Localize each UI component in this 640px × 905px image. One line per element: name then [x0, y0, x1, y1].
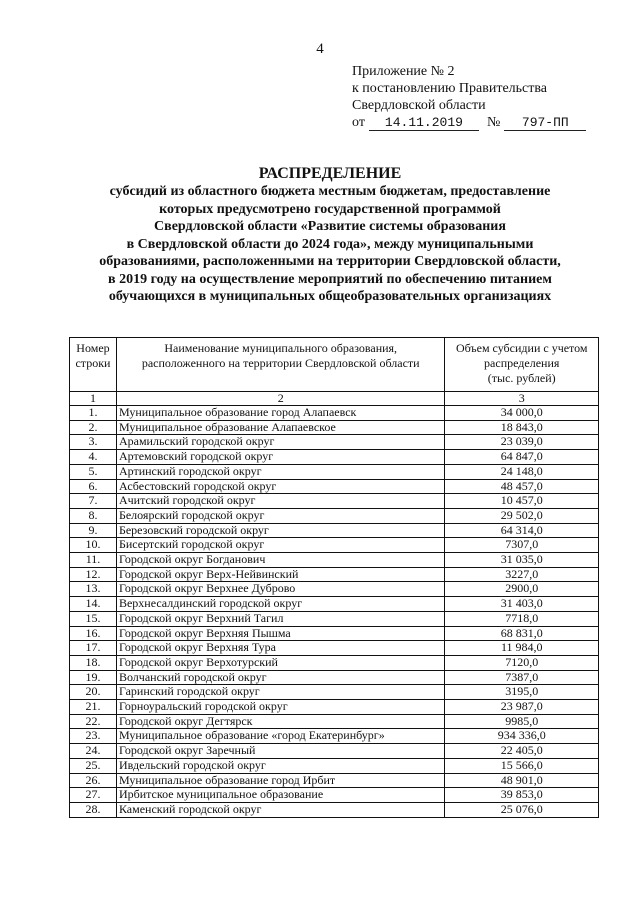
row-number: 27.	[70, 788, 117, 803]
municipality-name: Белоярский городской округ	[116, 508, 445, 523]
header-municipality-name: Наименование муниципального образования, расположенного на территории Свердловской области	[116, 338, 445, 392]
table-row	[70, 479, 599, 494]
municipality-name: Горноуральский городской округ	[116, 700, 445, 715]
row-number: 6.	[70, 479, 117, 494]
subsidy-amount: 10 457,0	[445, 494, 599, 509]
resolution-number: 797-ПП	[504, 115, 586, 131]
subsidy-amount: 34 000,0	[445, 406, 599, 421]
table-row	[70, 508, 599, 523]
column-number: 3	[445, 392, 599, 406]
header-subsidy-amount: Объем субсидии с учетом распределения (тыс. рублей)	[445, 338, 599, 392]
heading-line: Свердловской области «Развитие системы образования	[154, 219, 506, 234]
row-number: 17.	[70, 641, 117, 656]
subsidy-amount: 2900,0	[445, 582, 599, 597]
table-row	[70, 494, 599, 509]
number-prefix: №	[486, 115, 501, 130]
municipality-name: Артемовский городской округ	[116, 450, 445, 465]
table-row	[70, 450, 599, 465]
table-row	[70, 582, 599, 597]
table-row	[70, 523, 599, 538]
heading-line: обучающихся в муниципальных общеобразовательных организациях	[108, 289, 552, 304]
municipality-name: Артинский городской округ	[116, 464, 445, 479]
subsidy-amount: 24 148,0	[445, 464, 599, 479]
row-number: 20.	[70, 685, 117, 700]
column-number-row	[70, 392, 599, 406]
subsidy-amount: 23 987,0	[445, 700, 599, 715]
row-number: 25.	[70, 758, 117, 773]
table-row	[70, 655, 599, 670]
table-row	[70, 700, 599, 715]
heading-line: субсидий из областного бюджета местным бюджетам, предоставление	[109, 184, 551, 199]
subsidy-amount: 48 901,0	[445, 773, 599, 788]
table-row	[70, 464, 599, 479]
row-number: 16.	[70, 626, 117, 641]
subsidy-table	[69, 337, 599, 818]
table-row	[70, 685, 599, 700]
subsidy-amount: 31 035,0	[445, 553, 599, 568]
heading-line: образованиями, расположенными на территории Свердловской области,	[99, 254, 561, 269]
row-number: 26.	[70, 773, 117, 788]
municipality-name: Городской округ Верхнее Дуброво	[116, 582, 445, 597]
document-heading	[70, 164, 590, 306]
municipality-name: Городской округ Верхняя Тура	[116, 641, 445, 656]
annex-block	[352, 63, 586, 131]
table-row	[70, 553, 599, 568]
municipality-name: Муниципальное образование город Алапаевск	[116, 406, 445, 421]
row-number: 22.	[70, 714, 117, 729]
municipality-name: Бисертский городской округ	[116, 538, 445, 553]
municipality-name: Ивдельский городской округ	[116, 758, 445, 773]
table-row	[70, 626, 599, 641]
municipality-name: Верхнесалдинский городской округ	[116, 597, 445, 612]
subsidy-amount: 3195,0	[445, 685, 599, 700]
row-number: 5.	[70, 464, 117, 479]
table-row	[70, 567, 599, 582]
row-number: 23.	[70, 729, 117, 744]
table-header-row	[70, 338, 599, 392]
municipality-name: Городской округ Богданович	[116, 553, 445, 568]
subsidy-amount: 18 843,0	[445, 420, 599, 435]
row-number: 9.	[70, 523, 117, 538]
heading-line: в 2019 году на осуществление мероприятий по обеспечению питанием	[108, 271, 552, 287]
annex-title: Приложение № 2	[352, 64, 455, 79]
municipality-name: Асбестовский городской округ	[116, 479, 445, 494]
subsidy-amount: 11 984,0	[445, 641, 599, 656]
municipality-name: Каменский городской округ	[116, 802, 445, 817]
row-number: 21.	[70, 700, 117, 715]
table-row	[70, 597, 599, 612]
table-row	[70, 773, 599, 788]
table-row	[70, 420, 599, 435]
municipality-name: Городской округ Дегтярск	[116, 714, 445, 729]
heading-line: которых предусмотрено государственной программой	[159, 201, 501, 217]
row-number: 28.	[70, 802, 117, 817]
table-row	[70, 729, 599, 744]
row-number: 10.	[70, 538, 117, 553]
table-row	[70, 538, 599, 553]
table-row	[70, 758, 599, 773]
column-number: 1	[70, 392, 117, 406]
resolution-date: 14.11.2019	[369, 115, 479, 131]
annex-region-line: Свердловской области	[352, 98, 486, 113]
table-row	[70, 406, 599, 421]
header-row-number: Номер строки	[70, 338, 117, 392]
table-row	[70, 788, 599, 803]
table-row	[70, 435, 599, 450]
subsidy-amount: 934 336,0	[445, 729, 599, 744]
municipality-name: Муниципальное образование город Ирбит	[116, 773, 445, 788]
municipality-name: Березовский городской округ	[116, 523, 445, 538]
subsidy-amount: 15 566,0	[445, 758, 599, 773]
row-number: 2.	[70, 420, 117, 435]
municipality-name: Городской округ Заречный	[116, 744, 445, 759]
annex-date-row	[352, 114, 586, 131]
municipality-name: Городской округ Верхотурский	[116, 655, 445, 670]
subsidy-amount: 3227,0	[445, 567, 599, 582]
page-number: 4	[316, 41, 324, 57]
date-prefix: от	[352, 115, 365, 130]
subsidy-amount: 23 039,0	[445, 435, 599, 450]
column-number: 2	[116, 392, 445, 406]
table-row	[70, 670, 599, 685]
municipality-name: Городской округ Верхняя Пышма	[116, 626, 445, 641]
row-number: 24.	[70, 744, 117, 759]
subsidy-amount: 7120,0	[445, 655, 599, 670]
subsidy-amount: 25 076,0	[445, 802, 599, 817]
table-row	[70, 714, 599, 729]
row-number: 3.	[70, 435, 117, 450]
subsidy-amount: 29 502,0	[445, 508, 599, 523]
table-row	[70, 611, 599, 626]
subsidy-amount: 7307,0	[445, 538, 599, 553]
municipality-name: Городской округ Верх-Нейвинский	[116, 567, 445, 582]
row-number: 11.	[70, 553, 117, 568]
municipality-name: Городской округ Верхний Тагил	[116, 611, 445, 626]
table-row	[70, 641, 599, 656]
subsidy-amount: 39 853,0	[445, 788, 599, 803]
row-number: 1.	[70, 406, 117, 421]
municipality-name: Муниципальное образование «город Екатеринбург»	[116, 729, 445, 744]
annex-resolution-line: к постановлению Правительства	[352, 81, 548, 96]
subsidy-amount: 7387,0	[445, 670, 599, 685]
municipality-name: Ачитский городской округ	[116, 494, 445, 509]
row-number: 18.	[70, 655, 117, 670]
heading-line: в Свердловской области до 2024 года», между муниципальными	[126, 236, 534, 252]
table-row	[70, 744, 599, 759]
subsidy-amount: 31 403,0	[445, 597, 599, 612]
subsidy-amount: 7718,0	[445, 611, 599, 626]
row-number: 14.	[70, 597, 117, 612]
subsidy-amount: 64 847,0	[445, 450, 599, 465]
row-number: 7.	[70, 494, 117, 509]
municipality-name: Гаринский городской округ	[116, 685, 445, 700]
document-title: РАСПРЕДЕЛЕНИЕ	[258, 165, 402, 182]
municipality-name: Арамильский городской округ	[116, 435, 445, 450]
row-number: 19.	[70, 670, 117, 685]
table-row	[70, 802, 599, 817]
subsidy-amount: 68 831,0	[445, 626, 599, 641]
subsidy-amount: 48 457,0	[445, 479, 599, 494]
municipality-name: Ирбитское муниципальное образование	[116, 788, 445, 803]
row-number: 8.	[70, 508, 117, 523]
subsidy-amount: 9985,0	[445, 714, 599, 729]
row-number: 15.	[70, 611, 117, 626]
municipality-name: Волчанский городской округ	[116, 670, 445, 685]
municipality-name: Муниципальное образование Алапаевское	[116, 420, 445, 435]
row-number: 4.	[70, 450, 117, 465]
table-body	[70, 406, 599, 818]
row-number: 12.	[70, 567, 117, 582]
row-number: 13.	[70, 582, 117, 597]
subsidy-amount: 64 314,0	[445, 523, 599, 538]
subsidy-amount: 22 405,0	[445, 744, 599, 759]
